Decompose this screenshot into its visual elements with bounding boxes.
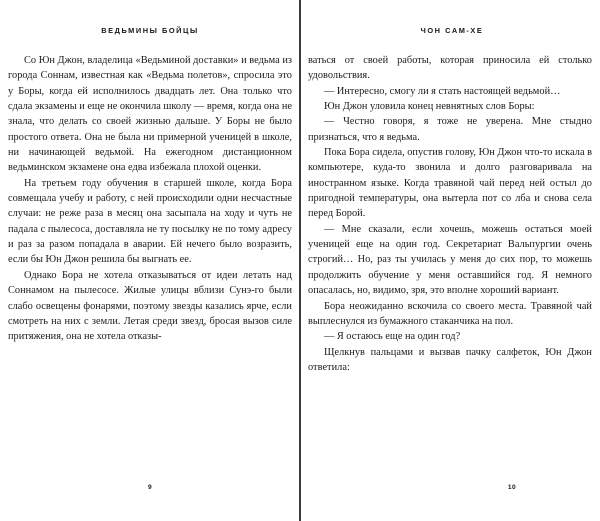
paragraph: — Я остаюсь еще на один год? bbox=[324, 331, 461, 343]
paragraph: Щелкнув пальцами и вызвав пачку салфеток, Юн Джон ответила: bbox=[308, 346, 592, 373]
paragraph: — Интересно, смогу ли я стать настоящей ведьмой… bbox=[324, 85, 561, 97]
paragraph: Со Юн Джон, владелица «Ведьминой доставки» и ведьма из города Соннам, известная как «Ведьма полетов», спросила это у Боры, когда ей исполнилось двадцать лет. Она только что сдала экзамены и еще не окончила школу — время, когда она не знала, что делать со своей жизнью дальше. У Боры не было простого ответа. Она не была ни примерной ученицей в школе, ни начинающей ведьмой. На ежегодном дистанционном ведьминском экзамене она едва избежала плохой оценки. bbox=[8, 55, 292, 174]
right-page-body-text bbox=[308, 53, 592, 375]
paragraph: — Честно говоря, я тоже не уверена. Мне стыдно признаться, что я ведьма. bbox=[308, 116, 592, 143]
paragraph: Однако Бора не хотела отказываться от идеи летать над Соннамом на пылесосе. Жилые улицы вблизи Сунэ-го были слабо освещены фонарями, поэтому звезды казались ярче, если смотреть на них с земли. Летая среди звезд, бросая вызов силе притяжения, она не хотела отказы- bbox=[8, 269, 292, 343]
paragraph: На третьем году обучения в старшей школе, когда Бора совмещала учебу и работу, с ней происходили одни несчастные случаи: не реже раза в месяц она засыпала на ходу и чуть не падала с пылесоса, доставляла не ту посылку не по тому адресу и раз за разом попадала в аварии. Ей нечего было возразить, если бы Юн Джон решила бы выгнать ее. bbox=[8, 177, 292, 266]
paragraph: ваться от своей работы, которая приносила ей столько удовольствия. bbox=[308, 55, 592, 82]
left-page-number: 9 bbox=[147, 484, 153, 491]
right-page-number: 10 bbox=[507, 484, 517, 491]
left-page-running-head: ВЕДЬМИНЫ БОЙЦЫ bbox=[101, 26, 199, 35]
right-page-running-head: ЧОН САМ-ХЕ bbox=[420, 26, 484, 35]
right-page bbox=[300, 0, 600, 521]
book-spine-divider bbox=[299, 0, 301, 521]
paragraph: Пока Бора сидела, опустив голову, Юн Джон что-то искала в компьютере, куда-то звонила и долго разговаривала на иностранном языке. Когда травяной чай перед ней остыл до пригодной температуры, она вытерла пот со лба и снова села перед Борой. bbox=[308, 147, 592, 220]
paragraph: Бора неожиданно вскочила со своего места. Травяной чай выплеснулся из бумажного стаканчика на пол. bbox=[308, 300, 592, 327]
paragraph: Юн Джон уловила конец невнятных слов Боры: bbox=[324, 101, 535, 113]
paragraph: — Мне сказали, если хочешь, можешь остаться моей ученицей еще на один год. Секретариат Вальпургии очень строгий… Но, раз ты училась у меня до сих пор, то можешь продолжить обучение у меня оставшийся год. Я немного опасалась, но, видимо, зря, это вполне хороший вариант. bbox=[308, 223, 592, 297]
left-page-body-text bbox=[8, 53, 292, 345]
